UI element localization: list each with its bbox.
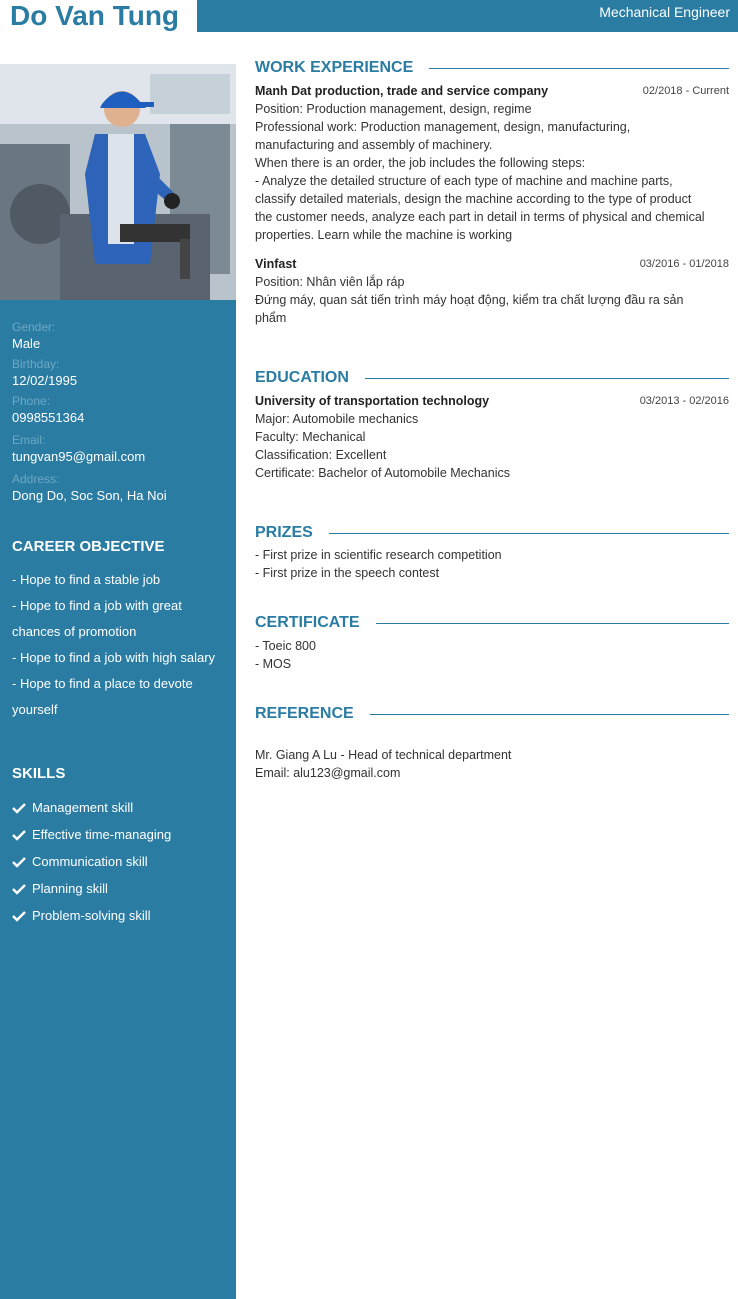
birthday-value: 12/02/1995 xyxy=(12,373,78,388)
certificate-heading xyxy=(255,614,729,632)
engineer-photo-icon xyxy=(0,64,236,300)
email-label: Email: xyxy=(12,433,46,447)
section-rule xyxy=(329,533,729,534)
job-line: Professional work: Production management, design, manufacturing, xyxy=(255,120,631,134)
gender-label: Gender: xyxy=(12,320,56,334)
check-icon xyxy=(12,856,26,868)
skill-item xyxy=(12,848,232,875)
reference-email: Email: alu123@gmail.com xyxy=(255,766,401,780)
work-experience-heading xyxy=(255,59,729,77)
job-line: the customer needs, analyze each part in detail in terms of physical and chemical xyxy=(255,210,705,224)
company-name: Vinfast xyxy=(255,257,297,271)
career-objective-text: - Hope to find a stable job - Hope to find a job with great chances of promotion - Hope to find a job with high salary - Hope to find a place to devote yourself xyxy=(12,572,216,717)
check-icon xyxy=(12,910,26,922)
skill-label: Management skill xyxy=(32,800,134,815)
section-title: PRIZES xyxy=(255,524,313,541)
header-bar xyxy=(197,0,738,32)
address-value: Dong Do, Soc Son, Ha Noi xyxy=(12,488,167,503)
phone-value: 0998551364 xyxy=(12,410,85,425)
reference-info xyxy=(255,746,729,782)
section-title: CERTIFICATE xyxy=(255,614,360,631)
job-line: Position: Production management, design, regime xyxy=(255,102,532,116)
section-title: WORK EXPERIENCE xyxy=(255,59,414,76)
skill-item xyxy=(12,875,232,902)
phone-label: Phone: xyxy=(12,394,51,408)
skill-label: Communication skill xyxy=(32,854,148,869)
personal-info xyxy=(12,320,232,505)
section-rule xyxy=(365,378,729,379)
skills-heading: SKILLS xyxy=(12,765,66,782)
check-icon xyxy=(12,802,26,814)
candidate-name: Do Van Tung xyxy=(10,0,180,31)
education-line: Major: Automobile mechanics xyxy=(255,412,419,426)
section-title: EDUCATION xyxy=(255,369,349,386)
job-title: Mechanical Engineer xyxy=(599,4,730,20)
sidebar xyxy=(0,64,236,1299)
section-rule xyxy=(429,68,729,69)
job-line: Đứng máy, quan sát tiến trình máy hoạt động, kiểm tra chất lượng đầu ra sản xyxy=(255,293,684,307)
job-line: - Analyze the detailed structure of each type of machine and machine parts, xyxy=(255,174,673,188)
prizes-heading xyxy=(255,524,729,542)
company-name: Manh Dat production, trade and service company xyxy=(255,84,549,98)
prizes-list xyxy=(255,546,729,582)
certificate-list xyxy=(255,637,729,673)
profile-photo xyxy=(0,64,236,300)
education-line: Certificate: Bachelor of Automobile Mechanics xyxy=(255,466,510,480)
job-line: classify detailed materials, design the machine according to the type of product xyxy=(255,192,692,206)
check-icon xyxy=(12,883,26,895)
job-line: phẩm xyxy=(255,311,287,325)
skill-item xyxy=(12,821,232,848)
job-line: manufacturing and assembly of machinery. xyxy=(255,138,493,152)
skill-label: Problem-solving skill xyxy=(32,908,151,923)
certificate-item: - Toeic 800 xyxy=(255,639,316,653)
job-entry xyxy=(255,82,729,244)
job-date: 03/2016 - 01/2018 xyxy=(639,258,729,270)
education-heading xyxy=(255,369,729,387)
check-icon xyxy=(12,829,26,841)
skill-label: Effective time-managing xyxy=(32,827,172,842)
career-objective-heading: CAREER OBJECTIVE xyxy=(12,538,165,555)
job-line: When there is an order, the job includes the following steps: xyxy=(255,156,586,170)
prize-item: - First prize in the speech contest xyxy=(255,566,440,580)
skills-list xyxy=(12,794,232,929)
education-line: Faculty: Mechanical xyxy=(255,430,366,444)
email-value: tungvan95@gmail.com xyxy=(12,449,146,464)
education-entry xyxy=(255,392,729,482)
prize-item: - First prize in scientific research competition xyxy=(255,548,502,562)
skill-item xyxy=(12,794,232,821)
birthday-label: Birthday: xyxy=(12,357,60,371)
skill-label: Planning skill xyxy=(32,881,108,896)
reference-heading xyxy=(255,705,729,723)
section-title: REFERENCE xyxy=(255,705,354,722)
certificate-item: - MOS xyxy=(255,657,292,671)
job-entry xyxy=(255,255,729,327)
gender-value: Male xyxy=(12,336,41,351)
job-date: 02/2018 - Current xyxy=(642,85,729,97)
school-name: University of transportation technology xyxy=(255,394,490,408)
skill-item xyxy=(12,902,232,929)
address-label: Address: xyxy=(12,472,60,486)
job-line: properties. Learn while the machine is working xyxy=(255,228,513,242)
reference-name: Mr. Giang A Lu - Head of technical department xyxy=(255,748,512,762)
education-date: 03/2013 - 02/2016 xyxy=(639,395,729,407)
job-line: Position: Nhân viên lắp ráp xyxy=(255,275,405,289)
education-line: Classification: Excellent xyxy=(255,448,387,462)
section-rule xyxy=(370,714,729,715)
section-rule xyxy=(376,623,729,624)
